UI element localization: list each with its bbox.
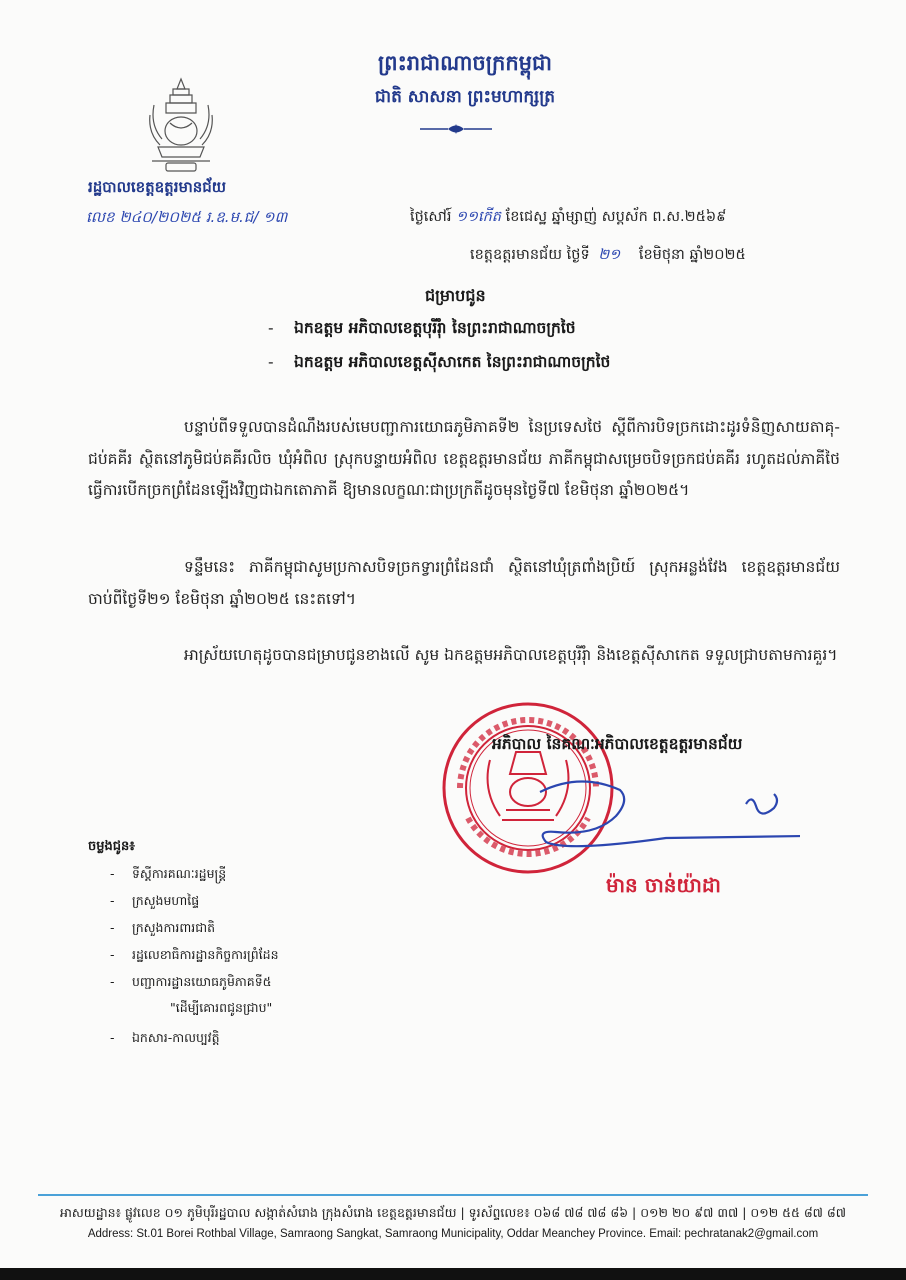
scan-bottom-edge [0,1268,906,1280]
cc-item-label: ឯកសារ-កាលប្បវត្តិ [132,1030,220,1045]
signatory-name: ម៉ាន ចាន់យ៉ាដា [606,873,721,897]
cc-item-label: រដ្ឋលេខាធិការដ្ឋានកិច្ចការព្រំដែន [132,947,279,962]
footer-divider [38,1194,868,1196]
recipient-item: - ឯកឧត្តម អភិបាលខេត្តបុរីរុំា នៃព្រះរាជាណាចក្រថៃ [268,319,576,337]
lunar-date-prefix: ថ្ងៃសៅរ៍ [410,209,452,225]
cc-list-item: - ឯកសារ-កាលប្បវត្តិ [110,1030,220,1045]
lunar-date [410,208,726,229]
divider-ornament-icon [418,122,494,136]
royal-emblem-icon [140,75,222,175]
cc-list-item: - បញ្ជាការដ្ឋានយោធភូមិភាគទី៥ [110,974,272,989]
solar-date-day: ២១ [598,247,621,263]
reference-number: លេខ ២៤០/២០២៥ រ.ឧ.ម.ជ/ ១៣ [86,208,288,226]
cc-list-item: - ទីស្ដីការគណៈរដ្ឋមន្ត្រី [110,866,227,881]
cc-heading: ចម្លងជូន៖ [88,839,135,854]
cc-item-label: ក្រសួងមហាផ្ទៃ [132,893,200,908]
kingdom-heading: ព្រះរាជាណាចក្រកម្ពុជា [377,51,552,75]
cc-list-item: - ក្រសួងការពារជាតិ [110,920,216,935]
lunar-date-handwritten: ១១កើត [456,209,501,225]
solar-date [470,246,746,267]
solar-date-rest: ខែមិថុនា ឆ្នាំ២០២៥ [638,247,746,263]
cc-item-label: ក្រសួងការពារជាតិ [132,920,216,935]
cc-list-item: - ក្រសួងមហាផ្ទៃ [110,893,200,908]
lunar-date-rest: ខែជេស្ឋ ឆ្នាំម្សាញ់ សប្តស័ក ព.ស.២៥៦៩ [505,209,727,225]
cc-list-item: - រដ្ឋលេខាធិការដ្ឋានកិច្ចការព្រំដែន [110,947,279,962]
recipient-item: - ឯកឧត្តម អភិបាលខេត្តស៊ីសាកេត នៃព្រះរាជាណាចក្រថៃ [268,353,611,371]
body-paragraph-1: បន្ទាប់ពីទទួលបានដំណឹងរបស់មេបញ្ជាការយោធភូមិភាគទី២ នៃប្រទេសថៃ ស្ដីពីការបិទច្រកដោះដូរទំនិញសាយតាគុ-ជប់គគីរ ស្ថិតនៅភូមិជប់គគីរលិច ឃុំអំពិល ស្រុកបន្ទាយអំពិល ខេត្តឧត្តរមានជ័យ ភាគីកម្ពុជាសម្រេចបិទច្រកជប់គគីរ រហូតដល់ភាគីថៃធ្វើការបើកច្រកព្រំដែនឡើងវិញជាឯកតោភាគី ឱ្យមានលក្ខណៈជាប្រក្រតីដូចមុនថ្ងៃទី៧ ខែមិថុនា ឆ្នាំ២០២៥។ [88,418,840,499]
cc-item-label: ទីស្ដីការគណៈរដ្ឋមន្ត្រី [132,866,227,881]
footer-address-khmer: អាសយដ្ឋាន៖ ផ្លូវលេខ ០១ ភូមិបុរីរដ្ឋបាល សង្កាត់សំរោង ក្រុងសំរោង ខេត្តឧត្តរមានជ័យ | ទូរស័ព្ទលេខ៖ ០៦៨ ៧៨ ៧៨ ៨៦ | ០១២ ២០ ៩៧ ៣៧ | ០១២ ៥៥ ៨៧ ៨៧ [59,1205,847,1220]
signatory-title: អភិបាល នៃគណៈអភិបាលខេត្តឧត្តរមានជ័យ [492,735,743,753]
recipient-label: ឯកឧត្តម អភិបាលខេត្តបុរីរុំា នៃព្រះរាជាណាចក្រថៃ [294,319,576,337]
notice-title: ជម្រាបជូន [425,286,486,305]
footer-address-english: Address: St.01 Borei Rothbal Village, Samraong Sangkat, Samraong Municipality, Oddar Meanchey Province. Email: pechratanak2@gmail.com [87,1228,819,1240]
handwritten-signature-icon [500,752,800,852]
solar-date-prefix: ខេត្តឧត្តរមានជ័យ ថ្ងៃទី [470,247,590,263]
body-paragraph-2: ទន្ទឹមនេះ ភាគីកម្ពុជាសូមប្រកាសបិទច្រកទ្វារព្រំដែនជាំ ស្ថិតនៅឃុំត្រពាំងប្រិយ៍ ស្រុកអន្លង់វែង ខេត្តឧត្តរមានជ័យ ចាប់ពីថ្ងៃទី២១ ខែមិថុនា ឆ្នាំ២០២៥ នេះតទៅ។ [88,558,840,608]
issuing-administration: រដ្ឋបាលខេត្តឧត្តរមានជ័យ [88,178,227,196]
body-paragraph-3: អាស្រ័យហេតុដូចបានជម្រាបជូនខាងលើ សូម ឯកឧត្តមអភិបាលខេត្តបុរីរុំា និងខេត្តស៊ីសាកេត ទទួលជ្រាបតាមការគួរ។ [184,646,838,664]
cc-note: "ដើម្បីគោរពជូនជ្រាប" [170,1000,273,1015]
recipient-label: ឯកឧត្តម អភិបាលខេត្តស៊ីសាកេត នៃព្រះរាជាណាចក្រថៃ [294,353,611,371]
national-motto: ជាតិ សាសនា ព្រះមហាក្សត្រ [374,87,556,107]
cc-item-label: បញ្ជាការដ្ឋានយោធភូមិភាគទី៥ [132,974,272,989]
